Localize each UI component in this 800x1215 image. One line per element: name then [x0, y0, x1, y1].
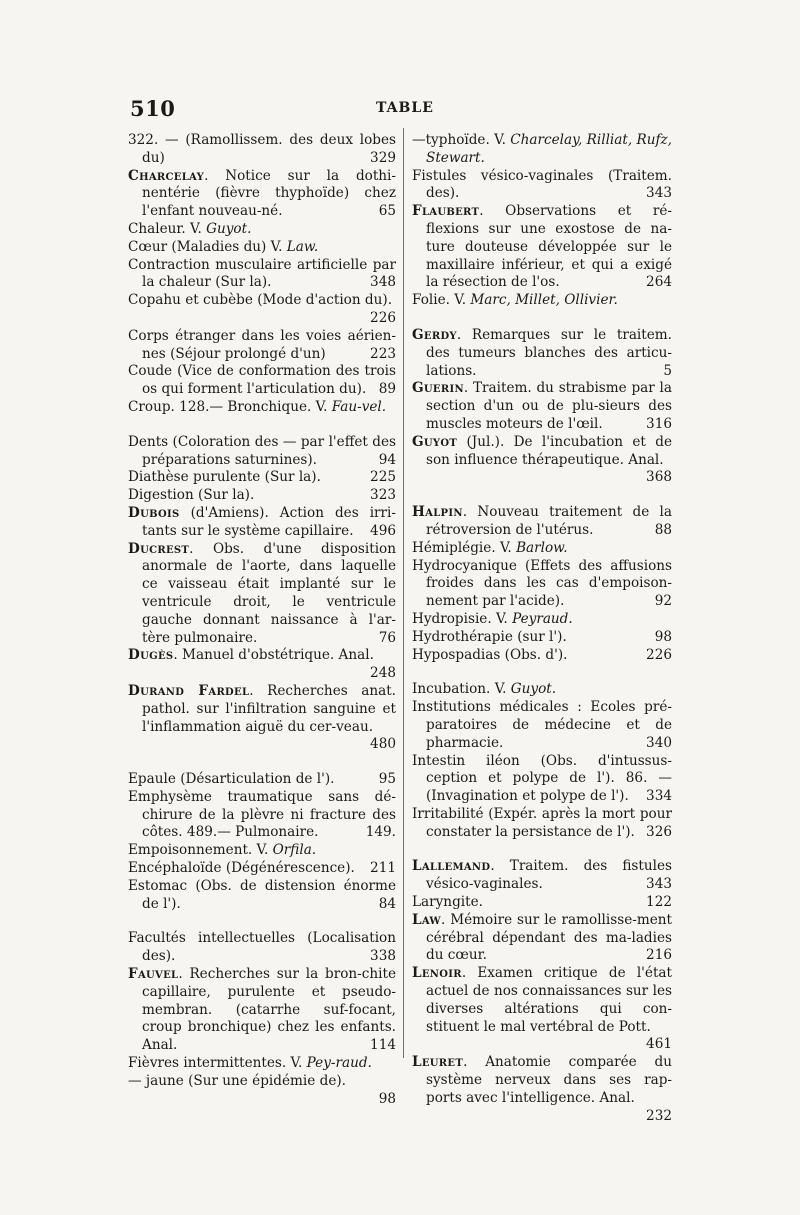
index-entry: Epaule (Désarticulation de l'). 95	[128, 771, 396, 788]
index-column-right	[412, 132, 672, 1125]
index-entry: Guerin. Traitem. du strabisme par la section d'un ou de plu-sieurs des muscles moteurs de l'œil. 316	[412, 380, 672, 432]
index-entry: Flaubert. Observations et ré-flexions sur une exostose de na-ture douteuse développée sur le maxillaire inférieur, et qui a exigé la résection de l'os. 264	[412, 203, 672, 291]
index-entry: Lallemand. Traitem. des fistules vésico-vaginales. 343	[412, 858, 672, 893]
index-entry: Irritabilité (Expér. après la mort pour constater la persistance de l'). 326	[412, 805, 672, 840]
index-entry: — jaune (Sur une épidémie de).	[128, 1072, 346, 1089]
column-divider	[403, 128, 404, 1058]
index-entry: Gerdy. Remarques sur le traitem. des tumeurs blanches des articu-lations. 5	[412, 326, 672, 379]
index-entry: Fièvres intermittentes. V. Pey-raud.	[128, 1055, 372, 1072]
index-entry: Emphysème traumatique sans dé-chirure de la plèvre ni fracture des côtes. 489.— Pulmonaire. 149.	[128, 788, 396, 841]
index-entry: Lenoir. Examen critique de l'état actuel de nos connaissances sur les diverses altérations qui con-stituent le mal vertébral de Pott. 461	[412, 965, 672, 1053]
index-entry: Estomac (Obs. de distension énorme de l'). 84	[128, 877, 396, 912]
index-entry: Chaleur. V. Guyot.	[128, 220, 252, 237]
index-entry: Empoisonnement. V. Orfila.	[128, 842, 317, 859]
index-entry: Folie. V. Marc, Millet, Ollivier.	[412, 292, 618, 309]
index-entry: Fistules vésico-vaginales (Traitem. des). 343	[412, 167, 672, 202]
index-entry: Charcelay. Notice sur la dothi-nentérie (fièvre thyphoïde) chez l'enfant nouveau-né. 65	[128, 167, 396, 220]
index-entry: Halpin. Nouveau traitement de la rétroversion de l'utérus. 88	[412, 504, 672, 538]
index-entry: Hydrocyanique (Effets des affusions froides dans les cas d'empoison-nement par l'acide). 92	[412, 557, 672, 610]
index-entry: Corps étranger dans les voies aérien-nes (Séjour prolongé d'un) 223	[128, 327, 396, 362]
index-entry: —typhoïde. V. Charcelay, Rilliat, Rufz, Stewart.	[412, 132, 672, 166]
index-entry: Institutions médicales : Ecoles pré-paratoires de médecine et de pharmacie. 340	[412, 699, 672, 751]
index-entry: Law. Mémoire sur le ramollisse-ment cérébral dépendant des ma-ladies du cœur. 216	[412, 911, 672, 964]
index-entry: Dents (Coloration des — par l'effet des préparations saturnines). 94	[128, 433, 396, 468]
index-entry: 322. — (Ramollissem. des deux lobes du) 329	[128, 132, 396, 166]
running-title: TABLE	[376, 100, 434, 116]
index-entry: Croup. 128.— Bronchique. V. Fau-vel.	[128, 398, 387, 415]
index-entry: Coude (Vice de conformation des trois os qui forment l'articulation du). 89	[128, 363, 396, 398]
index-entry: Copahu et cubèbe (Mode d'action du). 226	[128, 292, 396, 326]
index-entry: Ducrest. Obs. d'une disposition anormale de l'aorte, dans laquelle ce vaisseau était implanté sur le ventricule droit, le ventricule gauche donnant naissance à l'ar-tère pulmonaire. 76	[128, 540, 396, 646]
index-entry: Hydrothérapie (sur l'). 98	[412, 628, 672, 645]
index-entry: Dugès. Manuel d'obstétrique. Anal. 248	[128, 647, 396, 682]
index-entry: Contraction musculaire artificielle par la chaleur (Sur la). 348	[128, 256, 396, 291]
index-entry: Dubois (d'Amiens). Action des irri-tants sur le système capillaire. 496	[128, 504, 396, 539]
index-entry: Fauvel. Recherches sur la bron-chite capillaire, purulente et pseudo-membran. (catarrhe suf-focant, croup bronchique) chez les enfants. Anal. 114	[128, 966, 396, 1054]
index-entry: Laryngite. 122	[412, 894, 672, 911]
index-entry: Digestion (Sur la). 323	[128, 487, 396, 504]
index-entry: Leuret. Anatomie comparée du système nerveux dans ses rap-ports avec l'intelligence. Anal.	[412, 1054, 672, 1106]
index-column-left	[128, 132, 396, 1108]
index-entry: Facultés intellectuelles (Localisation des). 338	[128, 930, 396, 965]
index-entry: Guyot (Jul.). De l'incubation et de son influence thérapeutique. Anal. 368	[412, 433, 672, 486]
page-reference: 232	[646, 1107, 672, 1124]
index-entry: Encéphaloïde (Dégénérescence). 211	[128, 860, 396, 877]
index-entry: Intestin iléon (Obs. d'intussus-ception et polype de l'). 86. — (Invagination et polype de l'). 334	[412, 752, 672, 805]
page-header	[130, 96, 686, 122]
page-number: 510	[130, 96, 176, 121]
index-entry: Hémiplégie. V. Barlow.	[412, 539, 568, 556]
index-entry: Hypospadias (Obs. d'). 226	[412, 646, 672, 663]
index-entry: Durand Fardel. Recherches anat. pathol. sur l'infiltration sanguine et l'inflammation aiguë du cer-veau. 480	[128, 682, 396, 753]
index-entry: Incubation. V. Guyot.	[412, 681, 557, 698]
index-entry: Cœur (Maladies du) V. Law.	[128, 238, 319, 255]
index-entry: Hydropisie. V. Peyraud.	[412, 610, 573, 627]
page-reference: 98	[378, 1090, 396, 1107]
index-entry: Diathèse purulente (Sur la). 225	[128, 469, 396, 486]
